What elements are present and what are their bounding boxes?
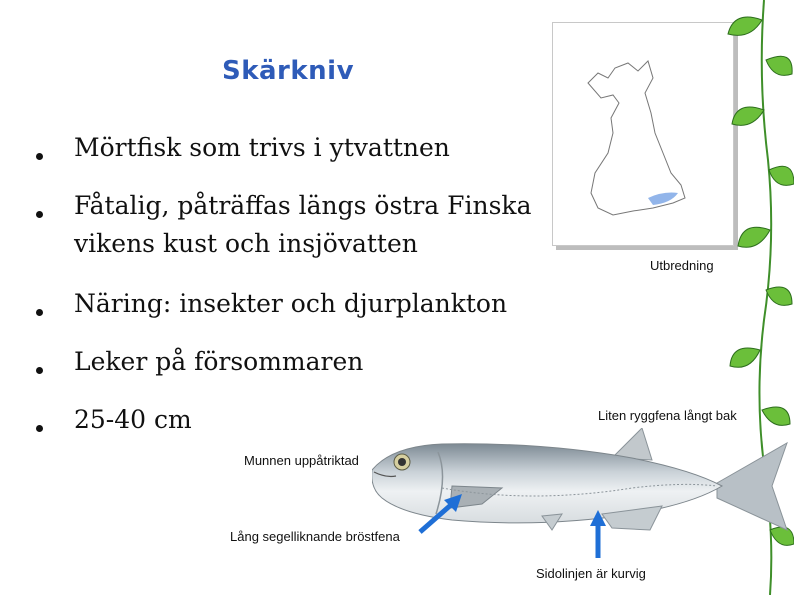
bullet-dot — [36, 367, 43, 374]
map-caption: Utbredning — [650, 258, 714, 273]
slide-title: Skärkniv — [222, 56, 355, 86]
bullet-text: 25-40 cm — [74, 405, 192, 434]
tail-fin — [717, 443, 787, 530]
label-lateral-line: Sidolinjen är kurvig — [536, 566, 646, 581]
bullet-dot — [36, 211, 43, 218]
bullet-text: vikens kust och insjövatten — [74, 229, 418, 258]
bullet-dot — [36, 153, 43, 160]
fish-body — [372, 444, 722, 523]
distribution-map — [552, 22, 734, 246]
bullet-dot — [36, 425, 43, 432]
bullet-text: Näring: insekter och djurplankton — [74, 289, 508, 318]
bullet-text: Fåtalig, påträffas längs östra Finska — [74, 191, 532, 220]
bullet-text: Mörtfisk som trivs i ytvattnen — [74, 133, 450, 162]
bullet-text: Leker på försommaren — [74, 347, 364, 376]
label-pectoral-fin: Lång segelliknande bröstfena — [230, 529, 400, 544]
label-dorsal-fin: Liten ryggfena långt bak — [598, 408, 737, 423]
label-mouth: Munnen uppåtriktad — [244, 453, 359, 468]
fish-illustration — [372, 428, 792, 568]
bullet-dot — [36, 309, 43, 316]
finland-map-icon — [553, 23, 733, 245]
